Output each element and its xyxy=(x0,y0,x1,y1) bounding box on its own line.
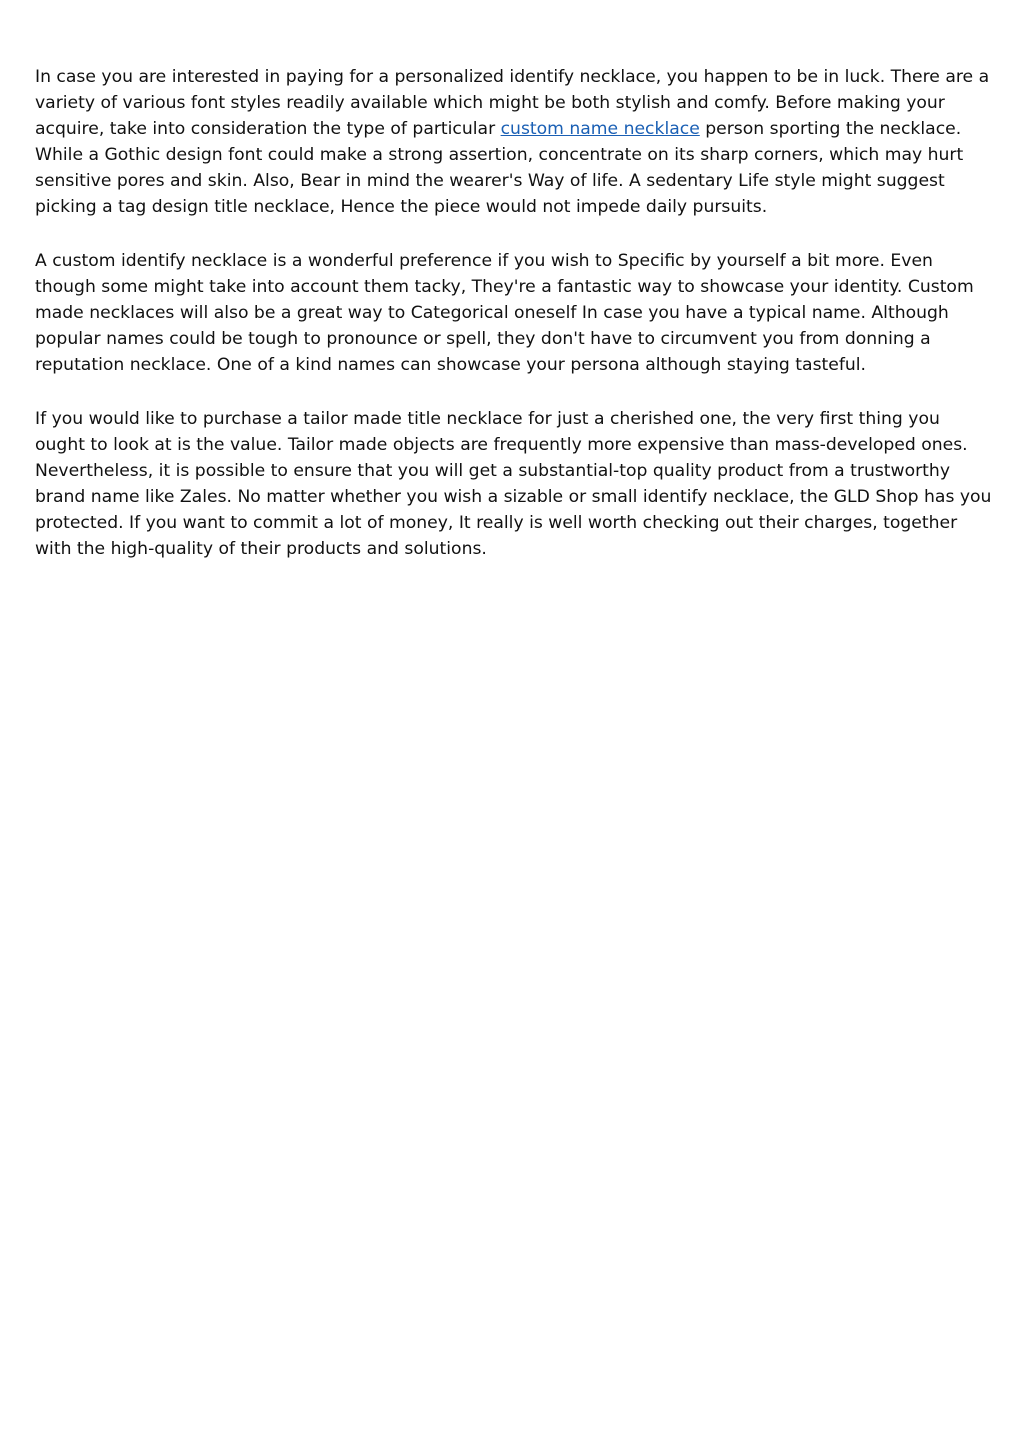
paragraph-3: If you would like to purchase a tailor made title necklace for just a cherished one, the very first thing you ought to look at is the value. Tailor made objects are frequently more expensive than mass-developed ones. Nevertheless, it is possible to ensure that you will get a substantial-top quality product from a trustworthy brand name like Zales. No matter whether you wish a sizable or small identify necklace, the GLD Shop has you protected. If you want to commit a lot of money, It really is well worth checking out their charges, together with the high-quality of their products and solutions. xyxy=(35,409,992,559)
paragraph-1-text-start: In case you are interested in paying for a personalized identify necklace, you happen to be in luck. There are a variety of various font styles readily available which might be both stylish and comfy. Before making your acquire, take into consideration the type of particular xyxy=(35,67,990,139)
paragraph-1-text-end: person sporting the necklace. While a Gothic design font could make a strong assertion, concentrate on its sharp corners, which may hurt sensitive pores and skin. Also, Bear in mind the wearer's Way of life. A sedentary Life style might suggest picking a tag design title necklace, Hence the piece would not impede daily pursuits. xyxy=(35,119,964,217)
custom-name-necklace-link[interactable]: custom name necklace xyxy=(500,119,700,139)
paragraph-1 xyxy=(35,64,993,220)
document-body xyxy=(35,64,993,590)
paragraph-2: A custom identify necklace is a wonderful preference if you wish to Specific by yourself a bit more. Even though some might take into account them tacky, They're a fantastic way to showcase your identity. Custom made necklaces will also be a great way to Categorical oneself In case you have a typical name. Although popular names could be tough to pronounce or spell, they don't have to circumvent you from donning a reputation necklace. One of a kind names can showcase your persona although staying tasteful. xyxy=(35,251,974,375)
